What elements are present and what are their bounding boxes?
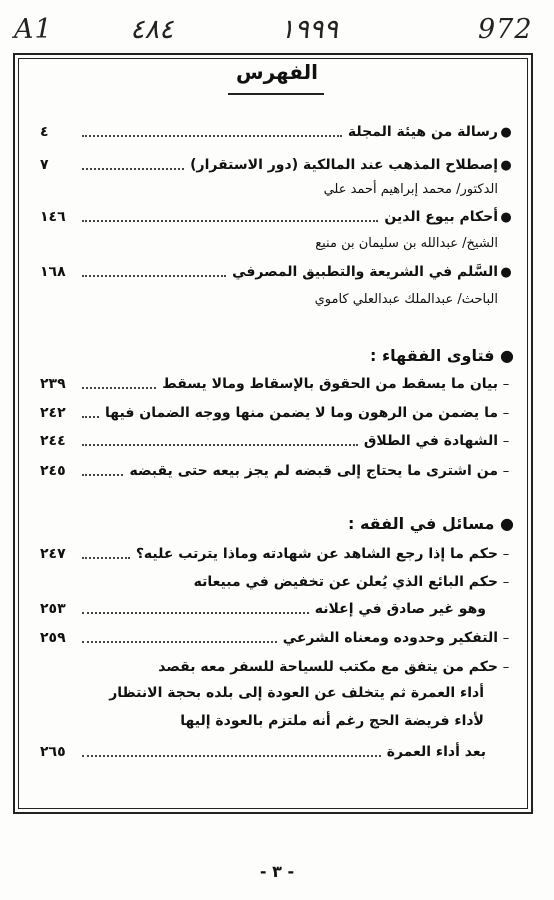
bullet-icon: ● — [500, 514, 514, 533]
page-title: الفهرس — [235, 60, 318, 84]
dash-icon: – — [502, 546, 510, 562]
dash-icon: – — [502, 433, 510, 449]
entry-title: التفكير وحدوده ومعناه الشرعي — [282, 630, 498, 646]
entry-title: بعد أداء العمرة — [386, 744, 486, 760]
entry-page: ٢٥٩ — [40, 630, 66, 646]
bullet-icon: ● — [500, 209, 512, 225]
bullet-icon: ● — [500, 124, 512, 140]
entry-title: رسالة من هيئة المجلة — [347, 124, 498, 140]
entry-page: ١٤٦ — [40, 209, 66, 225]
entry-title: حكم البائع الذي يُعلن عن تخفيض في مبيعاته — [193, 574, 498, 590]
handwritten-note-left: A1 — [14, 14, 53, 45]
bullet-icon: ● — [500, 264, 512, 280]
page-number: - ٣ - — [259, 862, 295, 881]
toc-entry[interactable] — [40, 542, 514, 566]
entry-page: ٢٤٥ — [40, 463, 66, 479]
entry-continuation: لأداء فريضة الحج رغم أنه ملتزم بالعودة إليها — [180, 713, 484, 729]
dash-icon: – — [502, 463, 510, 479]
toc-entry[interactable] — [40, 459, 514, 483]
dot-leader — [82, 557, 130, 559]
dot-leader — [82, 755, 381, 757]
entry-title: من اشترى ما يحتاج إلى قبضه لم يجز بيعه حتى يقبضه — [129, 463, 498, 479]
entry-title: حكم من يتفق مع مكتب للسياحة للسفر معه بقصد — [158, 659, 498, 675]
entry-title: السَّلم في الشريعة والتطبيق المصرفي — [232, 264, 498, 280]
bullet-icon: ● — [500, 346, 514, 365]
entry-title: حكم ما إذا رجع الشاهد عن شهادته وماذا يترتب عليه؟ — [135, 546, 498, 562]
entry-author: الشيخ/ عبدالله بن سليمان بن منيع — [315, 236, 498, 251]
title-underline — [228, 93, 324, 95]
dash-icon: – — [502, 405, 510, 421]
dash-icon: – — [502, 376, 510, 392]
entry-author: الدكتور/ محمد إبراهيم أحمد علي — [323, 182, 498, 197]
toc-entry[interactable] — [40, 429, 514, 453]
entry-continuation: أداء العمرة ثم يتخلف عن العودة إلى بلده بحجة الانتظار — [109, 685, 484, 701]
entry-page: ٢٣٩ — [40, 376, 66, 392]
section-heading-fatawa: ● فتاوى الفقهاء : — [370, 346, 514, 365]
dot-leader — [82, 135, 342, 137]
section-heading-masail: ● مسائل في الفقه : — [347, 514, 514, 533]
toc-entry[interactable] — [40, 570, 514, 594]
dot-leader — [82, 474, 123, 476]
entry-author: الباحث/ عبدالملك عبدالعلي كاموي — [314, 292, 498, 307]
entry-page: ٢٤٢ — [40, 405, 66, 421]
toc-entry[interactable] — [40, 655, 514, 679]
entry-title: الشهادة في الطلاق — [363, 433, 498, 449]
dash-icon: – — [502, 574, 510, 590]
entry-page: ٢٤٤ — [40, 433, 66, 449]
toc-entry[interactable] — [40, 260, 514, 284]
toc-entry-continuation[interactable] — [40, 597, 486, 621]
entry-title: أحكام بيوع الدين — [384, 209, 498, 225]
bullet-icon: ● — [500, 157, 512, 173]
dot-leader — [82, 220, 378, 222]
handwritten-note-right: 972 — [478, 14, 533, 45]
toc-entry[interactable] — [40, 372, 514, 396]
entry-page: ٤ — [40, 124, 49, 140]
dot-leader — [82, 444, 358, 446]
entry-page: ٢٦٥ — [40, 744, 66, 760]
entry-page: ٢٤٧ — [40, 546, 66, 562]
toc-entry[interactable] — [40, 153, 514, 177]
dot-leader — [82, 416, 99, 418]
toc-entry[interactable] — [40, 626, 514, 650]
dash-icon: – — [502, 659, 510, 675]
entry-title: ما يضمن من الرهون وما لا يضمن منها ووجه الضمان فيها — [105, 405, 498, 421]
toc-entry[interactable] — [40, 120, 514, 144]
entry-page: ٧ — [40, 157, 49, 173]
toc-entry[interactable] — [40, 205, 514, 229]
handwritten-note-mid2: ١٩٩٩ — [280, 14, 339, 45]
dash-icon: – — [502, 630, 510, 646]
entry-page: ١٦٨ — [40, 264, 66, 280]
handwritten-note-mid1: ٤٨٤ — [130, 14, 174, 45]
entry-title: وهو غير صادق في إعلانه — [314, 601, 486, 617]
entry-title: بيان ما يسقط من الحقوق بالإسقاط ومالا يسقط — [162, 376, 498, 392]
dot-leader — [82, 168, 184, 170]
entry-title: إصطلاح المذهب عند المالكية (دور الاستقرار) — [190, 157, 498, 173]
dot-leader — [82, 387, 156, 389]
dot-leader — [82, 275, 226, 277]
toc-entry-continuation[interactable] — [40, 740, 486, 764]
entry-page: ٢٥٣ — [40, 601, 66, 617]
dot-leader — [82, 641, 277, 643]
toc-entry[interactable] — [40, 401, 514, 425]
dot-leader — [82, 612, 309, 614]
